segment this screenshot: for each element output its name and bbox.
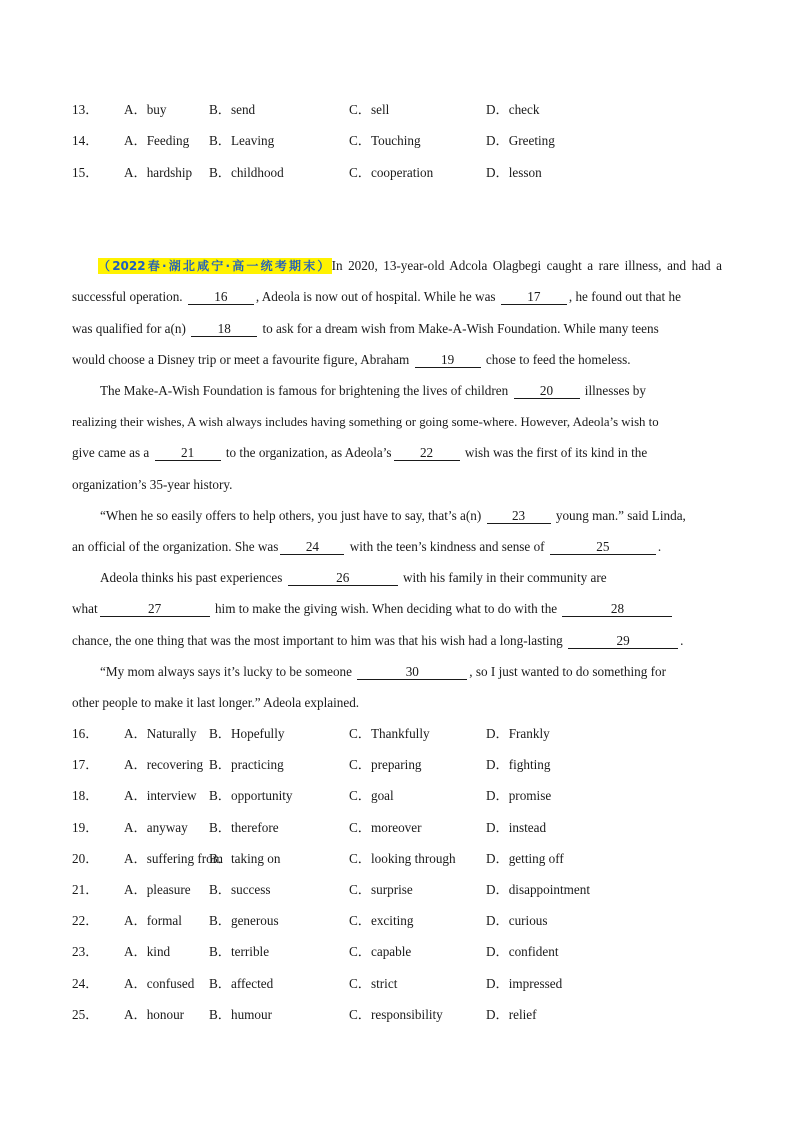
passage-line <box>72 632 724 650</box>
blank-29: 29 <box>568 634 678 649</box>
question-number: 19． <box>72 819 99 835</box>
passage-line <box>72 694 724 712</box>
question-14-options <box>72 132 732 150</box>
question-17-options <box>72 756 732 774</box>
option-d: D．Greeting <box>486 133 555 148</box>
passage-text: with his family in their community are <box>402 570 607 585</box>
question-number: 15． <box>72 165 99 180</box>
blank-18: 18 <box>191 322 257 337</box>
question-21-options <box>72 881 732 899</box>
passage-line <box>72 320 724 338</box>
passage-text: successful operation. <box>72 289 183 304</box>
passage-text: “My mom always says it’s lucky to be someone <box>100 664 352 679</box>
question-number: 16． <box>72 726 99 741</box>
option-a: A．anyway <box>124 819 188 835</box>
option-b: B．send <box>209 102 256 117</box>
passage-text: was qualified for a(n) <box>72 321 186 336</box>
option-d: D．promise <box>486 788 552 804</box>
passage-text: In 2020, 13-year-old Adcola Olagbegi caught a rare illness, and had a <box>331 258 722 273</box>
passage-text: other people to make it last longer.” Adeola explained. <box>72 695 360 710</box>
passage-text: young man.” said Linda, <box>555 508 686 523</box>
option-c: C．goal <box>349 788 394 804</box>
passage-line <box>72 444 724 462</box>
question-15-options <box>72 164 732 182</box>
option-d: D．Frankly <box>486 726 550 741</box>
passage-text: to the organization, as Adeola’s <box>225 445 392 460</box>
passage-line <box>72 476 724 494</box>
question-number: 14． <box>72 133 99 148</box>
question-number: 18． <box>72 788 99 804</box>
option-a: A．Feeding <box>124 133 190 148</box>
passage-line <box>100 663 724 681</box>
option-a: A．buy <box>124 102 167 117</box>
passage-text: an official of the organization. She was <box>72 539 279 554</box>
option-c: C．moreover <box>349 819 422 835</box>
option-d: D．disappointment <box>486 882 591 897</box>
option-d: D．curious <box>486 913 548 929</box>
option-a: A．kind <box>124 944 171 960</box>
question-number: 20． <box>72 850 99 866</box>
option-d: D．impressed <box>486 975 563 991</box>
passage-text: . <box>680 633 684 648</box>
option-a: A．Naturally <box>124 726 197 741</box>
blank-23: 23 <box>487 509 551 524</box>
option-a: A．suffering from <box>124 850 224 866</box>
question-23-options <box>72 943 732 961</box>
option-b: B．opportunity <box>209 788 293 804</box>
option-c: C．Thankfully <box>349 726 430 741</box>
passage-text: chance, the one thing that was the most important to him was that his wish had a long-lasting <box>72 633 563 648</box>
passage-line <box>72 413 724 431</box>
blank-20: 20 <box>514 384 580 399</box>
blank-24: 24 <box>280 540 344 555</box>
option-d: D．lesson <box>486 165 542 180</box>
passage-text: wish was the first of its kind in the <box>464 445 648 460</box>
blank-22: 22 <box>394 446 460 461</box>
passage-line <box>98 257 722 275</box>
option-a: A．formal <box>124 913 182 929</box>
passage-text: chose to feed the homeless. <box>485 352 631 367</box>
blank-16: 16 <box>188 290 254 305</box>
option-b: B．therefore <box>209 819 279 835</box>
blank-28: 28 <box>562 602 672 617</box>
passage-line <box>72 351 724 369</box>
question-number: 21． <box>72 882 99 897</box>
option-d: D．confident <box>486 944 559 960</box>
passage-text: give came as a <box>72 445 150 460</box>
blank-27: 27 <box>100 602 210 617</box>
passage-text: what <box>72 601 98 616</box>
option-d: D．relief <box>486 1006 537 1022</box>
question-number: 17． <box>72 757 99 773</box>
blank-30: 30 <box>357 665 467 680</box>
passage-text: him to make the giving wish. When deciding what to do with the <box>214 601 558 616</box>
passage-text: organization’s 35-year history. <box>72 477 233 492</box>
option-c: C．capable <box>349 944 412 960</box>
option-c: C．preparing <box>349 757 422 773</box>
option-c: C．surprise <box>349 882 413 897</box>
passage-text: Adeola thinks his past experiences <box>100 570 283 585</box>
option-b: B．humour <box>209 1006 273 1022</box>
option-c: C．cooperation <box>349 165 434 180</box>
option-c: C．sell <box>349 102 390 117</box>
question-25-options <box>72 1006 732 1024</box>
passage-line <box>72 538 724 556</box>
passage-line <box>100 382 724 400</box>
blank-21: 21 <box>155 446 221 461</box>
passage-line <box>72 600 724 618</box>
option-b: B．taking on <box>209 850 281 866</box>
option-a: A．pleasure <box>124 882 191 897</box>
option-c: C．responsibility <box>349 1006 443 1022</box>
option-a: A．confused <box>124 975 195 991</box>
passage-text: . <box>657 539 662 554</box>
passage-line <box>100 569 724 587</box>
option-d: D．check <box>486 102 540 117</box>
question-13-options <box>72 101 732 119</box>
option-b: B．childhood <box>209 165 284 180</box>
source-tag: （2022春·湖北咸宁·高一统考期末） <box>98 259 332 273</box>
passage-text: The Make-A-Wish Foundation is famous for brightening the lives of children <box>100 383 509 398</box>
blank-17: 17 <box>501 290 567 305</box>
option-c: C．exciting <box>349 913 414 929</box>
option-b: B．affected <box>209 975 274 991</box>
question-22-options <box>72 912 732 930</box>
passage-text: with the teen’s kindness and sense of <box>349 539 545 554</box>
passage-text: realizing their wishes, A wish always includes having something or going some-where. However, Adeola’s wish to <box>72 415 659 429</box>
option-b: B．practicing <box>209 757 284 773</box>
option-b: B．success <box>209 882 271 897</box>
passage-text: would choose a Disney trip or meet a favourite figure, Abraham <box>72 352 410 367</box>
option-d: D．getting off <box>486 850 564 866</box>
passage-text: , Adeola is now out of hospital. While he was <box>255 289 496 304</box>
option-a: A．honour <box>124 1006 185 1022</box>
passage-line <box>72 288 724 306</box>
passage-text: “When he so easily offers to help others, you just have to say, that’s a(n) <box>100 508 482 523</box>
question-18-options <box>72 787 732 805</box>
option-b: B．generous <box>209 913 279 929</box>
passage-text: , so I just wanted to do something for <box>469 664 666 679</box>
passage-line <box>100 507 724 525</box>
option-c: C．looking through <box>349 850 456 866</box>
question-number: 22． <box>72 913 99 929</box>
question-number: 25． <box>72 1006 99 1022</box>
blank-19: 19 <box>415 353 481 368</box>
question-number: 23． <box>72 944 99 960</box>
option-a: A．interview <box>124 788 197 804</box>
blank-25: 25 <box>550 540 656 555</box>
option-a: A．hardship <box>124 165 193 180</box>
option-b: B．Leaving <box>209 133 275 148</box>
option-a: A．recovering <box>124 757 204 773</box>
option-c: C．strict <box>349 975 398 991</box>
question-20-options <box>72 850 732 868</box>
passage-text: to ask for a dream wish from Make-A-Wish Foundation. While many teens <box>262 321 659 336</box>
passage-text: illnesses by <box>584 383 646 398</box>
blank-26: 26 <box>288 571 398 586</box>
question-number: 24． <box>72 975 99 991</box>
option-b: B．terrible <box>209 944 270 960</box>
option-c: C．Touching <box>349 133 421 148</box>
option-b: B．Hopefully <box>209 726 285 741</box>
option-d: D．fighting <box>486 757 551 773</box>
passage-text: , he found out that he <box>568 289 681 304</box>
option-d: D．instead <box>486 819 547 835</box>
question-number: 13． <box>72 102 99 117</box>
question-16-options <box>72 725 732 743</box>
question-19-options <box>72 819 732 837</box>
question-24-options <box>72 975 732 993</box>
